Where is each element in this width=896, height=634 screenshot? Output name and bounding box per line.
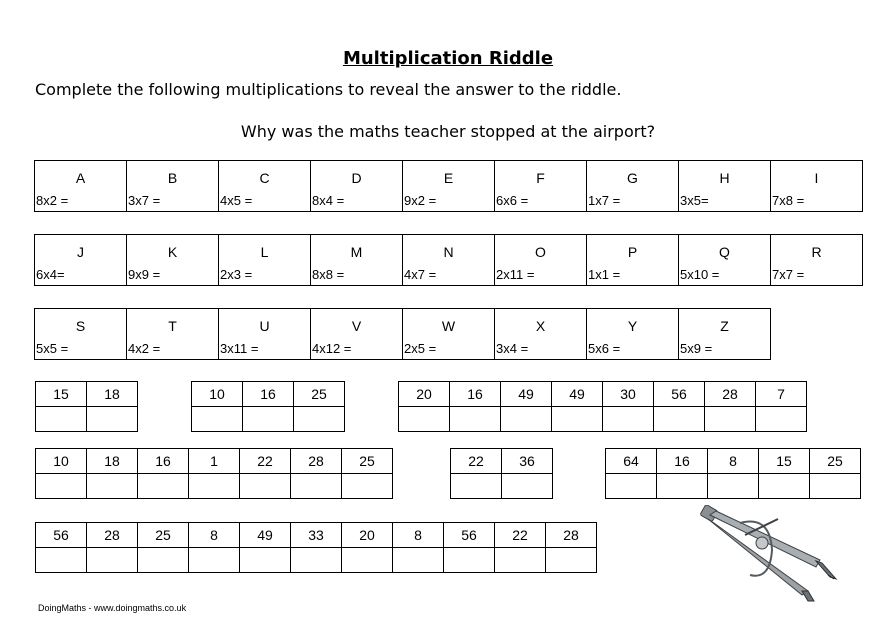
answer-box[interactable]: [450, 407, 501, 432]
answer-box[interactable]: [189, 474, 240, 499]
code-number: 20: [399, 382, 450, 407]
code-number: 30: [603, 382, 654, 407]
key-cell[interactable]: [35, 235, 127, 286]
key-cell[interactable]: [127, 161, 219, 212]
code-number: 8: [393, 523, 444, 548]
code-number: 28: [705, 382, 756, 407]
key-sum: 7x8 =: [772, 193, 805, 208]
answer-box[interactable]: [36, 474, 87, 499]
code-number: 8: [189, 523, 240, 548]
key-sum: 5x9 =: [680, 341, 713, 356]
code-number: 16: [657, 449, 708, 474]
answer-box[interactable]: [606, 474, 657, 499]
code-number: 56: [654, 382, 705, 407]
code-number: 49: [240, 523, 291, 548]
key-letter: T: [168, 318, 177, 334]
page-title: Multiplication Riddle: [342, 48, 554, 69]
key-sum: 9x9 =: [128, 267, 161, 282]
key-sum: 6x4=: [36, 267, 65, 282]
answer-box[interactable]: [444, 548, 495, 573]
code-number: 56: [444, 523, 495, 548]
answer-box[interactable]: [654, 407, 705, 432]
key-sum: 5x10 =: [680, 267, 720, 282]
answer-box[interactable]: [342, 548, 393, 573]
answer-word-2: [191, 381, 345, 432]
code-number: 22: [451, 449, 502, 474]
answer-box[interactable]: [393, 548, 444, 573]
code-number: 16: [138, 449, 189, 474]
key-cell[interactable]: [219, 235, 311, 286]
answer-box[interactable]: [552, 407, 603, 432]
riddle-question: Why was the maths teacher stopped at the airport?: [240, 122, 656, 141]
code-number: 49: [552, 382, 603, 407]
key-cell[interactable]: [771, 235, 863, 286]
answer-box[interactable]: [240, 548, 291, 573]
answer-box[interactable]: [759, 474, 810, 499]
answer-box[interactable]: [546, 548, 597, 573]
key-cell[interactable]: [587, 161, 679, 212]
drawing-compass-icon: [700, 505, 850, 605]
instructions: Complete the following multiplications to reveal the answer to the riddle.: [35, 80, 622, 99]
key-sum: 7x7 =: [772, 267, 805, 282]
code-number: 10: [192, 382, 243, 407]
key-cell[interactable]: [679, 235, 771, 286]
answer-box[interactable]: [705, 407, 756, 432]
key-sum: 8x2 =: [36, 193, 69, 208]
key-letter: R: [811, 244, 822, 260]
code-number: 20: [342, 523, 393, 548]
answer-word-7: [35, 522, 597, 573]
key-sum: 3x7 =: [128, 193, 161, 208]
key-sum: 1x1 =: [588, 267, 621, 282]
code-number: 28: [87, 523, 138, 548]
key-cell[interactable]: [403, 235, 495, 286]
key-cell[interactable]: [403, 161, 495, 212]
answer-box[interactable]: [87, 474, 138, 499]
key-letter: N: [443, 244, 454, 260]
key-sum: 4x12 =: [312, 341, 352, 356]
code-number: 25: [342, 449, 393, 474]
code-number: 28: [291, 449, 342, 474]
answer-box[interactable]: [810, 474, 861, 499]
answer-box[interactable]: [708, 474, 759, 499]
answer-box[interactable]: [657, 474, 708, 499]
answer-box[interactable]: [291, 548, 342, 573]
answer-box[interactable]: [243, 407, 294, 432]
key-letter: V: [351, 318, 362, 334]
key-cell[interactable]: [587, 235, 679, 286]
answer-box[interactable]: [501, 407, 552, 432]
answer-word-5: [450, 448, 553, 499]
answer-word-4: [35, 448, 393, 499]
key-sum: 9x2 =: [404, 193, 437, 208]
key-sum: 3x4 =: [496, 341, 529, 356]
answer-box[interactable]: [756, 407, 807, 432]
key-cell[interactable]: [219, 309, 311, 360]
key-cell[interactable]: [403, 309, 495, 360]
key-cell[interactable]: [679, 309, 771, 360]
code-number: 8: [708, 449, 759, 474]
key-sum: 1x7 =: [588, 193, 621, 208]
key-cell[interactable]: [587, 309, 679, 360]
code-number: 22: [495, 523, 546, 548]
code-number: 25: [294, 382, 345, 407]
key-letter: L: [260, 244, 269, 260]
key-cell[interactable]: [495, 309, 587, 360]
key-cell[interactable]: [311, 161, 403, 212]
key-letter: G: [627, 170, 638, 186]
key-letter: X: [535, 318, 546, 334]
key-cell[interactable]: [35, 309, 127, 360]
key-letter: K: [167, 244, 178, 260]
answer-word-1: [35, 381, 138, 432]
code-number: 1: [189, 449, 240, 474]
key-cell[interactable]: [127, 235, 219, 286]
answer-box[interactable]: [36, 407, 87, 432]
code-number: 18: [87, 449, 138, 474]
answer-word-6: [605, 448, 861, 499]
key-sum: 5x5 =: [36, 341, 69, 356]
key-letter: Y: [627, 318, 638, 334]
key-sum: 6x6 =: [496, 193, 529, 208]
key-table-3: [34, 308, 771, 360]
code-number: 16: [243, 382, 294, 407]
key-letter: M: [350, 244, 363, 260]
key-cell[interactable]: [495, 161, 587, 212]
answer-box[interactable]: [192, 407, 243, 432]
key-letter: D: [351, 170, 362, 186]
code-number: 25: [138, 523, 189, 548]
code-number: 15: [759, 449, 810, 474]
code-number: 64: [606, 449, 657, 474]
key-letter: P: [627, 244, 638, 260]
key-cell[interactable]: [35, 161, 127, 212]
key-sum: 3x11 =: [220, 341, 259, 356]
code-number: 18: [87, 382, 138, 407]
code-number: 33: [291, 523, 342, 548]
code-number: 36: [502, 449, 553, 474]
code-number: 7: [756, 382, 807, 407]
key-letter: U: [259, 318, 270, 334]
key-letter: F: [536, 170, 545, 186]
key-table-1: [34, 160, 863, 212]
key-letter: J: [77, 244, 84, 260]
code-number: 22: [240, 449, 291, 474]
key-sum: 2x5 =: [404, 341, 437, 356]
code-number: 25: [810, 449, 861, 474]
key-sum: 2x3 =: [220, 267, 253, 282]
key-letter: A: [75, 170, 86, 186]
answer-box[interactable]: [502, 474, 553, 499]
code-number: 10: [36, 449, 87, 474]
key-letter: I: [814, 170, 819, 186]
key-cell[interactable]: [771, 161, 863, 212]
key-cell[interactable]: [219, 161, 311, 212]
answer-word-3: [398, 381, 807, 432]
key-cell[interactable]: [127, 309, 219, 360]
key-sum: 4x2 =: [128, 341, 161, 356]
answer-box[interactable]: [138, 548, 189, 573]
key-table-2: [34, 234, 863, 286]
code-number: 28: [546, 523, 597, 548]
key-cell[interactable]: [495, 235, 587, 286]
key-cell[interactable]: [679, 161, 771, 212]
answer-box[interactable]: [36, 548, 87, 573]
code-number: 49: [501, 382, 552, 407]
code-number: 16: [450, 382, 501, 407]
key-letter: Q: [719, 244, 730, 260]
answer-box[interactable]: [451, 474, 502, 499]
answer-box[interactable]: [87, 407, 138, 432]
key-sum: 4x7 =: [404, 267, 437, 282]
footer-credit: DoingMaths - www.doingmaths.co.uk: [38, 603, 187, 613]
key-letter: Z: [720, 318, 729, 334]
answer-box[interactable]: [291, 474, 342, 499]
answer-box[interactable]: [189, 548, 240, 573]
answer-box[interactable]: [399, 407, 450, 432]
key-letter: H: [719, 170, 730, 186]
key-letter: E: [443, 170, 454, 186]
key-cell[interactable]: [311, 309, 403, 360]
key-sum: 8x4 =: [312, 193, 345, 208]
key-letter: B: [167, 170, 178, 186]
answer-box[interactable]: [87, 548, 138, 573]
key-sum: 8x8 =: [312, 267, 345, 282]
code-number: 56: [36, 523, 87, 548]
key-sum: 5x6 =: [588, 341, 621, 356]
code-number: 15: [36, 382, 87, 407]
answer-box[interactable]: [342, 474, 393, 499]
key-sum: 4x5 =: [220, 193, 253, 208]
key-letter: O: [535, 244, 546, 260]
key-letter: W: [441, 318, 456, 334]
key-sum: 2x11 =: [496, 267, 535, 282]
answer-box[interactable]: [603, 407, 654, 432]
answer-box[interactable]: [294, 407, 345, 432]
answer-box[interactable]: [495, 548, 546, 573]
answer-box[interactable]: [138, 474, 189, 499]
key-letter: S: [75, 318, 86, 334]
key-cell[interactable]: [311, 235, 403, 286]
answer-box[interactable]: [240, 474, 291, 499]
key-sum: 3x5=: [680, 193, 709, 208]
key-letter: C: [259, 170, 270, 186]
